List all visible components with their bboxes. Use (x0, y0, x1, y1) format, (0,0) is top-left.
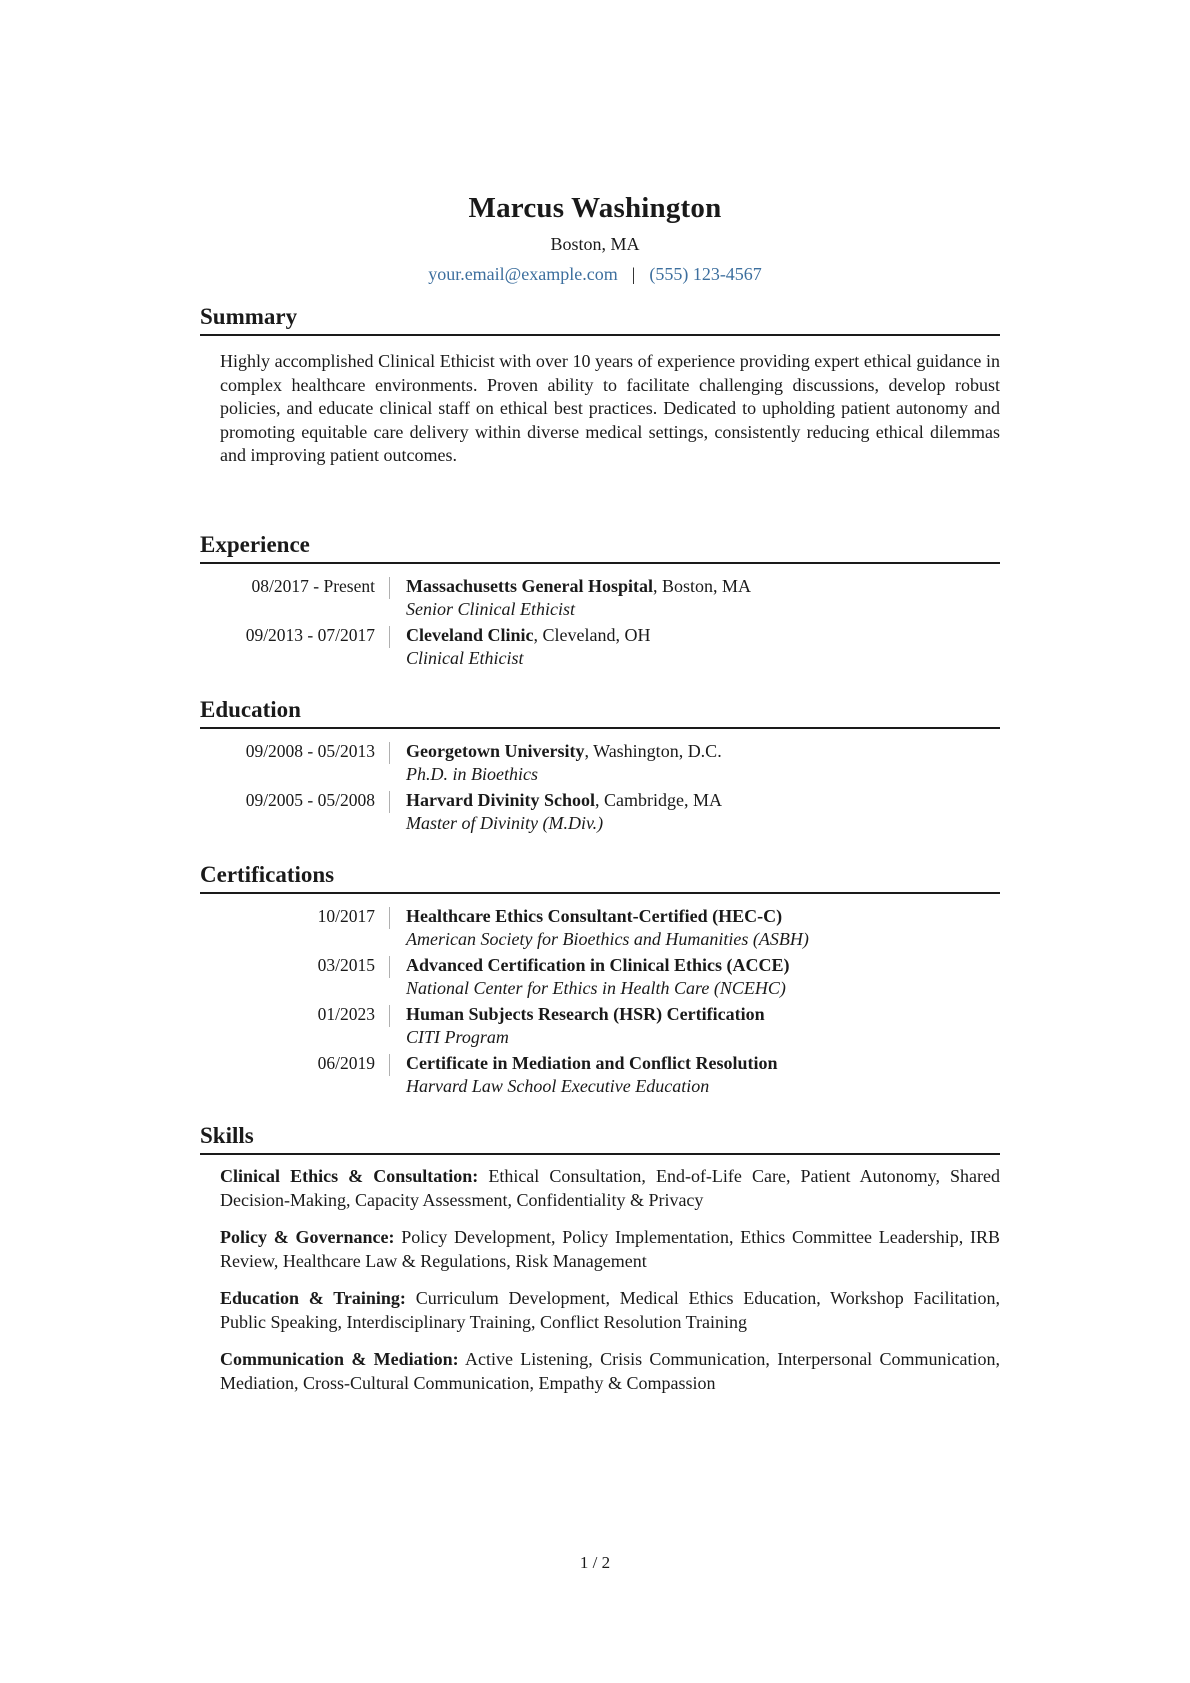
experience-heading: Experience (200, 530, 1000, 564)
summary-section (200, 302, 1000, 468)
entry-title-line (406, 623, 651, 647)
entry-title-line (406, 1051, 777, 1075)
skill-group (220, 1287, 1000, 1334)
entry-organization: Harvard Divinity School (406, 790, 596, 810)
entry-subtitle: Senior Clinical Ethicist (406, 599, 575, 619)
entry-date: 06/2019 (317, 1053, 375, 1073)
skills-section (200, 1121, 1000, 1409)
entry-title-line (406, 788, 722, 812)
entry-organization: Massachusetts General Hospital (406, 576, 653, 596)
entry-body (390, 623, 651, 670)
entry-subtitle: Master of Divinity (M.Div.) (406, 813, 604, 833)
entry-date: 09/2008 - 05/2013 (245, 741, 375, 761)
skill-group-label: Clinical Ethics & Consultation: (220, 1166, 479, 1186)
candidate-name: Marcus Washington (468, 192, 722, 224)
entry-body (390, 1051, 777, 1098)
entry-date: 03/2015 (317, 955, 375, 975)
entry-subtitle: Ph.D. in Bioethics (406, 764, 538, 784)
skills-list (200, 1165, 1000, 1395)
skills-heading: Skills (200, 1121, 1000, 1155)
entry-body (390, 904, 809, 951)
entry-subtitle: National Center for Ethics in Health Care (NCEHC) (406, 978, 786, 998)
skill-group-label: Policy & Governance: (220, 1227, 395, 1247)
contact-line (0, 262, 1190, 286)
entry-place: , Cleveland, OH (533, 625, 651, 645)
education-heading: Education (200, 695, 1000, 729)
entry-row (200, 953, 1000, 1000)
skill-group-text: Curriculum Development, Medical Ethics Education, Workshop Facilitation, Public Speaking, Interdisciplinary Training, Conflict Resolution Training (220, 1288, 1000, 1332)
entry-subtitle: Harvard Law School Executive Education (406, 1076, 710, 1096)
skill-group-text: Ethical Consultation, End-of-Life Care, Patient Autonomy, Shared Decision-Making, Capacity Assessment, Confidentiality & Privacy (220, 1166, 1000, 1210)
entry-subtitle: CITI Program (406, 1027, 509, 1047)
contact-separator: | (631, 264, 636, 284)
email-link[interactable]: your.email@example.com (428, 264, 618, 284)
entry-organization: Georgetown University (406, 741, 585, 761)
entry-title-line (406, 1002, 765, 1026)
skill-group (220, 1226, 1000, 1273)
skill-group-label: Communication & Mediation: (220, 1349, 459, 1369)
entry-subtitle: American Society for Bioethics and Humanities (ASBH) (406, 929, 809, 949)
phone-link[interactable]: (555) 123-4567 (649, 264, 762, 284)
entry-row (200, 623, 1000, 670)
experience-section (200, 530, 1000, 672)
entry-row (200, 904, 1000, 951)
entry-date: 01/2023 (317, 1004, 375, 1024)
entry-organization: Advanced Certification in Clinical Ethics (ACCE) (406, 955, 790, 975)
candidate-location: Boston, MA (550, 234, 640, 254)
entry-body (390, 1002, 765, 1049)
entry-row (200, 574, 1000, 621)
entry-row (200, 1002, 1000, 1049)
skill-group-text: Active Listening, Crisis Communication, Interpersonal Communication, Mediation, Cross-Cultural Communication, Empathy & Compassion (220, 1349, 1000, 1393)
entry-title-line (406, 953, 789, 977)
entry-organization: Healthcare Ethics Consultant-Certified (HEC-C) (406, 906, 783, 926)
entry-row (200, 1051, 1000, 1098)
skill-group (220, 1348, 1000, 1395)
page-indicator: 1 / 2 (579, 1553, 611, 1572)
entry-date: 08/2017 - Present (251, 576, 375, 596)
entry-body (390, 574, 751, 621)
entry-date: 10/2017 (317, 906, 375, 926)
entry-date: 09/2005 - 05/2008 (245, 790, 375, 810)
certifications-section (200, 860, 1000, 1100)
certifications-list (200, 904, 1000, 1098)
education-section (200, 695, 1000, 837)
summary-text: Highly accomplished Clinical Ethicist with over 10 years of experience providing expert ethical guidance in complex healthcare environments. Proven ability to facilitate challenging discussions, develop robust policies, and educate clinical staff on ethical best practices. Dedicated to upholding patient autonomy and promoting equitable care delivery within diverse medical settings, consistently reducing ethical dilemmas and improving patient outcomes. (220, 351, 1000, 465)
experience-list (200, 574, 1000, 670)
entry-body (390, 739, 722, 786)
summary-heading: Summary (200, 302, 1000, 336)
resume-header (0, 188, 1190, 286)
certifications-heading: Certifications (200, 860, 1000, 894)
entry-subtitle: Clinical Ethicist (406, 648, 524, 668)
entry-body (390, 788, 722, 835)
entry-organization: Cleveland Clinic (406, 625, 534, 645)
entry-place: , Cambridge, MA (595, 790, 722, 810)
entry-place: , Boston, MA (653, 576, 752, 596)
entry-place: , Washington, D.C. (584, 741, 722, 761)
education-list (200, 739, 1000, 835)
entry-organization: Certificate in Mediation and Conflict Resolution (406, 1053, 778, 1073)
entry-body (390, 953, 789, 1000)
skill-group (220, 1165, 1000, 1212)
skill-group-label: Education & Training: (220, 1288, 406, 1308)
entry-title-line (406, 904, 809, 928)
entry-title-line (406, 739, 722, 763)
entry-date: 09/2013 - 07/2017 (245, 625, 375, 645)
entry-row (200, 739, 1000, 786)
entry-title-line (406, 574, 751, 598)
skill-group-text: Policy Development, Policy Implementation, Ethics Committee Leadership, IRB Review, Healthcare Law & Regulations, Risk Management (220, 1227, 1000, 1271)
entry-organization: Human Subjects Research (HSR) Certification (406, 1004, 765, 1024)
entry-row (200, 788, 1000, 835)
